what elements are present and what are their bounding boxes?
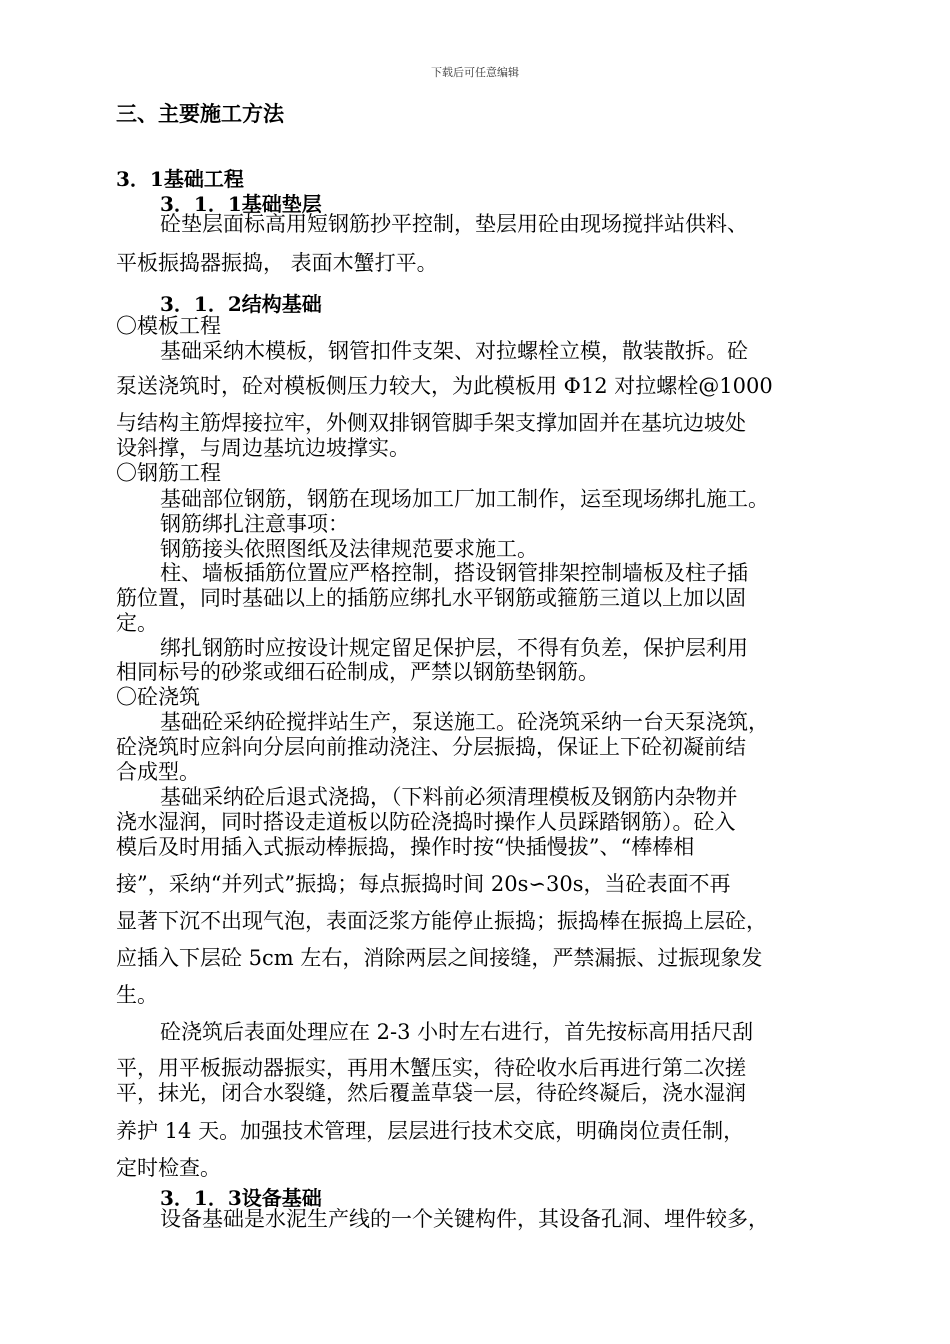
chapter-title: 三、主要施工方法 bbox=[116, 101, 284, 126]
paragraph-line: 合成型。 bbox=[116, 760, 200, 784]
paragraph-line: 基础部位钢筋，钢筋在现场加工厂加工制作，运至现场绑扎施工。 bbox=[160, 487, 769, 511]
section-heading-3-1-2: 3．1．2结构基础 bbox=[160, 292, 322, 316]
pour-label: 〇砼浇筑 bbox=[116, 685, 200, 709]
paragraph-line: 砼浇筑时应斜向分层向前推动浇注、分层振捣，保证上下砼初凝前结 bbox=[116, 735, 746, 759]
paragraph-line: 浇水湿润，同时搭设走道板以防砼浇捣时操作人员踩踏钢筋）。砼入 bbox=[116, 810, 736, 834]
paragraph-line: 平，抹光，闭合水裂缝，然后覆盖草袋一层，待砼终凝后，浇水湿润 bbox=[116, 1081, 746, 1105]
section-heading-3-1: 3．1基础工程 bbox=[116, 167, 244, 191]
paragraph-line: 相同标号的砂浆或细石砼制成，严禁以钢筋垫钢筋。 bbox=[116, 660, 599, 684]
paragraph-line: 钢筋绑扎注意事项： bbox=[160, 512, 349, 536]
paragraph-line: 模后及时用插入式振动棒振捣，操作时按“快插慢拔”、“棒棒相 bbox=[116, 835, 695, 859]
paragraph-line: 平，用平板振动器振实，再用木蟹压实，待砼收水后再进行第二次搓 bbox=[116, 1056, 746, 1080]
page-header-note: 下载后可任意编辑 bbox=[431, 66, 519, 79]
section-heading-3-1-1: 3．1．1基础垫层 bbox=[160, 192, 322, 216]
paragraph-line: 与结构主筋焊接拉牢，外侧双排钢管脚手架支撑加固并在基坑边坡处 bbox=[116, 411, 746, 435]
formwork-label: 〇模板工程 bbox=[116, 314, 221, 338]
paragraph-line: 筋位置，同时基础以上的插筋应绑扎水平钢筋或箍筋三道以上加以固 bbox=[116, 586, 746, 610]
rebar-label: 〇钢筋工程 bbox=[116, 461, 221, 485]
paragraph-line: 柱、墙板插筋位置应严格控制，搭设钢管排架控制墙板及柱子插 bbox=[160, 561, 748, 585]
paragraph-line: 基础采纳木模板，钢管扣件支架、对拉螺栓立模，散装散拆。砼 bbox=[160, 339, 748, 363]
paragraph-line: 设斜撑，与周边基坑边坡撑实。 bbox=[116, 436, 410, 460]
paragraph-line: 基础砼采纳砼搅拌站生产，泵送施工。砼浇筑采纳一台天泵浇筑， bbox=[160, 710, 769, 734]
paragraph-line: 生。 bbox=[116, 983, 158, 1007]
paragraph-line: 绑扎钢筋时应按设计规定留足保护层，不得有负差，保护层利用 bbox=[160, 636, 748, 660]
paragraph-line: 应插入下层砼 5cm 左右，消除两层之间接缝，严禁漏振、过振现象发 bbox=[116, 946, 763, 970]
paragraph-line: 平板振捣器振捣， 表面木蟹打平。 bbox=[116, 251, 438, 275]
paragraph-line: 砼垫层面标高用短钢筋抄平控制，垫层用砼由现场搅拌站供料、 bbox=[160, 212, 748, 236]
paragraph-line: 基础采纳砼后退式浇捣，（下料前必须清理模板及钢筋内杂物并 bbox=[160, 785, 738, 809]
paragraph-line: 定。 bbox=[116, 611, 158, 635]
section-heading-3-1-3: 3．1．3设备基础 bbox=[160, 1186, 322, 1210]
paragraph-line: 设备基础是水泥生产线的一个关键构件，其设备孔洞、埋件较多， bbox=[160, 1207, 769, 1231]
paragraph-line: 接”，采纳“并列式”振捣；每点振捣时间 20s∽30s，当砼表面不再 bbox=[116, 872, 731, 896]
paragraph-line: 养护 14 天。加强技术管理，层层进行技术交底，明确岗位责任制， bbox=[116, 1119, 745, 1143]
paragraph-line: 泵送浇筑时，砼对模板侧压力较大，为此模板用 Φ12 对拉螺栓@1000 bbox=[116, 374, 773, 398]
paragraph-line: 砼浇筑后表面处理应在 2-3 小时左右进行，首先按标高用括尺刮 bbox=[160, 1020, 754, 1044]
paragraph-line: 钢筋接头依照图纸及法律规范要求施工。 bbox=[160, 537, 538, 561]
paragraph-line: 定时检查。 bbox=[116, 1156, 221, 1180]
paragraph-line: 显著下沉不出现气泡，表面泛浆方能停止振捣；振捣棒在振捣上层砼， bbox=[116, 909, 767, 933]
